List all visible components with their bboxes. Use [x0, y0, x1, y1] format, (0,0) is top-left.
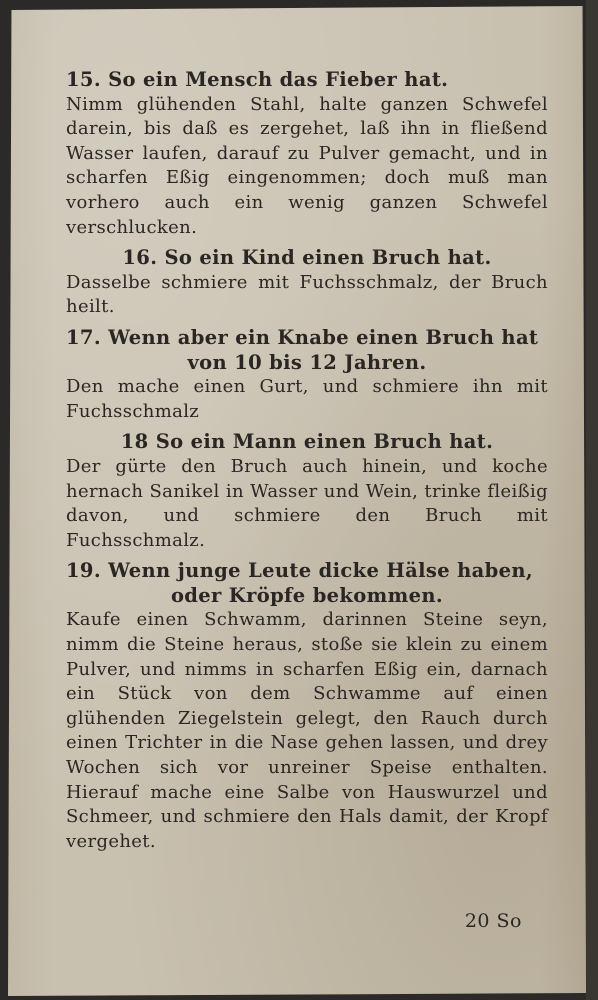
book-spine	[586, 0, 598, 1000]
section-17-body: Den mache einen Gurt, und schmiere ihn mit Fuchsschmalz	[66, 376, 548, 422]
section-15-body: Nimm glühenden Stahl, halte ganzen Schwefel darein, bis daß es zergehet, laß ihn in fließend Wasser laufen, darauf zu Pulver gemacht, und in scharfen Eßig eingenommen; doch muß man vorhero auch ein wenig ganzen Schwefel verschlucken.	[66, 93, 548, 238]
section-15-heading: 15. So ein Mensch das Fieber hat.	[66, 68, 449, 91]
section-19-heading-line1: 19. Wenn junge Leute dicke Hälse haben,	[66, 559, 534, 583]
page-text	[66, 68, 548, 854]
section-19-body: Kaufe einen Schwamm, darinnen Steine seyn, nimm die Steine heraus, stoße sie klein zu einem Pulver, und nimms in scharfen Eßig ein, darnach ein Stück von dem Schwamme auf einen glühenden Ziegelstein gelegt, den Rauch durch einen Trichter in die Nase gehen lassen, und drey Wochen sich vor unreiner Speise enthalten. Hierauf mache eine Salbe von Hauswurzel und Schmeer, und schmiere den Hals damit, der Kropf vergehet.	[66, 609, 548, 852]
catchword: 20 So	[464, 910, 522, 932]
section-17-heading-line1: 17. Wenn aber ein Knabe einen Bruch hat	[66, 325, 539, 349]
section-16-heading: 16. So ein Kind einen Bruch hat.	[122, 246, 492, 270]
section-17-heading-line2: von 10 bis 12 Jahren.	[187, 350, 427, 374]
section-18-body: Der gürte den Bruch auch hinein, und koche hernach Sanikel in Wasser und Wein, trinke fleißig davon, und schmiere den Bruch mit Fuchsschmalz.	[66, 455, 548, 551]
section-18-heading: 18 So ein Mann einen Bruch hat.	[120, 430, 494, 454]
section-16-body: Dasselbe schmiere mit Fuchsschmalz, der Bruch heilt.	[66, 271, 548, 318]
section-19-heading-line2: oder Kröpfe bekommen.	[170, 583, 444, 607]
